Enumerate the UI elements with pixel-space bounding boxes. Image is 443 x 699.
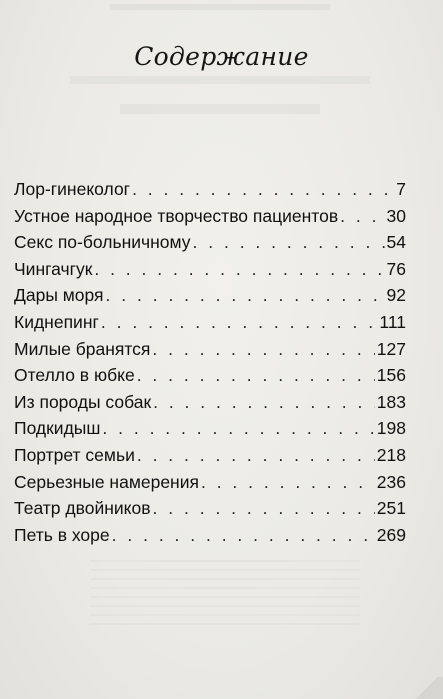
contents-heading: Содержание xyxy=(134,42,309,71)
toc-entry-title: Устное народное творчество пациентов xyxy=(14,205,339,226)
dot-leader xyxy=(137,442,375,469)
toc-entry xyxy=(14,495,406,522)
toc-entry-page-number: 156 xyxy=(376,365,406,386)
dot-leader xyxy=(102,415,374,442)
toc-entry-title: Петь в хоре xyxy=(14,524,110,545)
toc-entry-page-number: 269 xyxy=(376,524,406,545)
toc-entry-title: Дары моря xyxy=(14,285,104,306)
toc-entry xyxy=(14,469,406,496)
dot-leader xyxy=(132,176,394,203)
toc-entry-title: Серьезные намерения xyxy=(14,471,199,492)
toc-entry-title: Киднепинг xyxy=(14,311,99,332)
toc-entry xyxy=(14,442,406,469)
dot-leader xyxy=(201,469,375,496)
toc-entry-title: Отелло в юбке xyxy=(14,365,135,386)
table-of-contents xyxy=(14,176,406,548)
show-through-block xyxy=(120,104,320,114)
toc-entry-title: Милые бранятся xyxy=(14,338,151,359)
toc-entry-title: Театр двойников xyxy=(14,498,151,519)
toc-entry-page-number: 76 xyxy=(386,258,406,279)
dot-leader xyxy=(340,203,384,230)
toc-entry-page-number: 183 xyxy=(376,391,406,412)
dot-leader xyxy=(152,336,374,363)
toc-entry xyxy=(14,415,406,442)
dot-leader xyxy=(153,495,375,522)
toc-entry-page-number: 236 xyxy=(376,471,406,492)
toc-entry xyxy=(14,229,406,256)
dot-leader xyxy=(94,256,384,283)
show-through-mid xyxy=(70,76,370,84)
toc-entry xyxy=(14,176,406,203)
toc-entry-page-number: 251 xyxy=(376,498,406,519)
toc-entry-page-number: 127 xyxy=(376,338,406,359)
page-corner xyxy=(403,677,443,699)
dot-leader xyxy=(101,309,378,336)
dot-leader xyxy=(137,362,375,389)
toc-entry-title: Портрет семьи xyxy=(14,444,135,465)
dot-leader xyxy=(153,389,375,416)
toc-entry-page-number: 198 xyxy=(376,418,406,439)
dot-leader xyxy=(112,522,375,549)
toc-entry-title: Чингачгук xyxy=(14,258,93,279)
toc-entry-page-number: 111 xyxy=(379,311,406,332)
toc-entry-page-number: 92 xyxy=(386,285,406,306)
toc-entry xyxy=(14,309,406,336)
toc-entry-page-number: 218 xyxy=(376,444,406,465)
show-through-low xyxy=(90,560,360,630)
toc-entry xyxy=(14,336,406,363)
dot-leader xyxy=(106,282,385,309)
dot-leader xyxy=(193,229,385,256)
show-through-top xyxy=(110,4,330,10)
toc-entry xyxy=(14,256,406,283)
toc-entry xyxy=(14,389,406,416)
toc-entry-page-number: 54 xyxy=(386,232,406,253)
toc-entry xyxy=(14,362,406,389)
toc-entry-title: Лор-гинеколог xyxy=(14,179,131,199)
toc-entry-title: Подкидыш xyxy=(14,418,101,439)
toc-entry-page-number: 7 xyxy=(396,179,406,199)
toc-entry-title: Из породы собак xyxy=(14,391,152,412)
toc-entry-title: Секс по-больничному xyxy=(14,232,191,253)
toc-entry xyxy=(14,203,406,230)
toc-entry xyxy=(14,522,406,549)
toc-entry xyxy=(14,282,406,309)
toc-entry-page-number: 30 xyxy=(386,205,406,226)
